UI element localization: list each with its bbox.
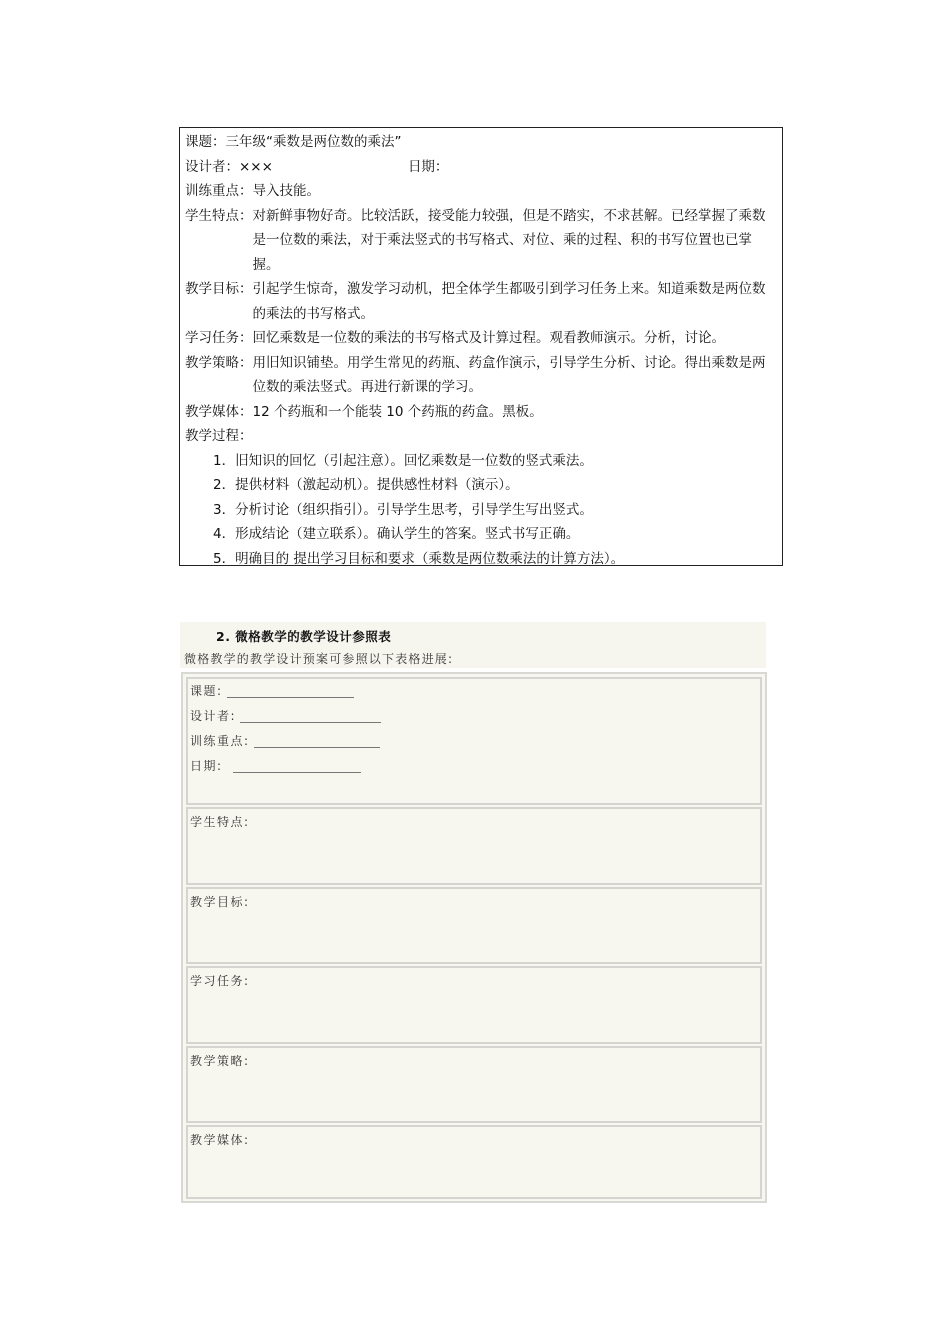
goal-label: 教学目标：: [185, 281, 253, 297]
traits-value: 对新鲜事物好奇。比较活跃，接受能力较强，但是不踏实，不求甚解。已经掌握了乘数是一位数的乘法，对于乘法竖式的书写格式、对位、乘的过程、积的书写位置也已掌握。: [252, 207, 766, 273]
form-goal-cell[interactable]: [186, 887, 762, 964]
task-value: 回忆乘数是一位数的乘法的书写格式及计算过程。观看教师演示。分析，讨论。: [252, 330, 725, 346]
form-date-label: 日期:: [190, 759, 223, 773]
traits-row: [185, 204, 777, 278]
process-row: [185, 424, 777, 449]
section2-header: [180, 622, 766, 668]
form-focus-label: 训练重点:: [190, 734, 250, 748]
section2-intro: 微格教学的教学设计预案可参照以下表格进展:: [184, 652, 454, 666]
task-label: 学习任务：: [185, 330, 253, 346]
traits-label: 学生特点：: [185, 207, 253, 224]
form-task-cell[interactable]: [186, 966, 762, 1044]
process-step: 1．旧知识的回忆（引起注意）。回忆乘数是一位数的竖式乘法。: [213, 452, 593, 469]
media-label: 教学媒体：: [185, 403, 253, 420]
focus-label: 训练重点：: [185, 183, 253, 199]
form-goal-label: 教学目标:: [190, 895, 250, 909]
form-designer-blank[interactable]: [240, 710, 381, 723]
process-steps: [185, 449, 777, 572]
designer-row: [185, 155, 777, 180]
strategy-label: 教学策略：: [185, 354, 253, 371]
designer-value: ×××: [239, 158, 273, 175]
date-label: 日期：: [407, 158, 449, 175]
form-strategy-label: 教学策略:: [190, 1054, 250, 1068]
process-step: 4．形成结论（建立联系）。确认学生的答案。竖式书写正确。: [213, 526, 580, 542]
form-media-cell[interactable]: [186, 1125, 762, 1199]
strategy-value: 用旧知识铺垫。用学生常见的药瓶、药盒作演示，引导学生分析、讨论。得出乘数是两位数的乘法竖式。再进行新课的学习。: [252, 354, 766, 395]
topic-row: [185, 130, 777, 155]
form-traits-cell[interactable]: [186, 807, 762, 885]
strategy-row: [185, 351, 777, 400]
section2-title: 2. 微格教学的教学设计参照表: [216, 629, 392, 644]
form-designer-line: [188, 704, 760, 729]
focus-value: 导入技能。: [252, 183, 320, 199]
goal-row: [185, 277, 777, 326]
process-step: 2．提供材料（激起动机）。提供感性材料（演示）。: [213, 477, 519, 493]
goal-value: 引起学生惊奇，激发学习动机，把全体学生都吸引到学习任务上来。知道乘数是两位数的乘法的书写格式。: [252, 281, 766, 322]
form-header-cell: [186, 677, 762, 805]
task-row: [185, 326, 777, 351]
form-focus-blank[interactable]: [254, 735, 380, 748]
media-value: 12 个药瓶和一个能装 10 个药瓶的药盒。黑板。: [252, 403, 543, 420]
topic-value: 三年级“乘数是两位数的乘法”: [225, 134, 402, 150]
form-date-blank[interactable]: [233, 760, 361, 773]
form-designer-label: 设计者:: [190, 709, 237, 723]
process-step: 5．明确目的 提出学习目标和要求（乘数是两位数乘法的计算方法）。: [213, 550, 625, 567]
form-topic-line: [188, 679, 760, 704]
topic-label: 课题：: [185, 134, 226, 150]
form-focus-line: [188, 729, 760, 754]
process-step: 3．分析讨论（组织指引）。引导学生思考，引导学生写出竖式。: [213, 501, 593, 518]
lesson-plan-box: [179, 127, 783, 566]
form-topic-blank[interactable]: [227, 685, 354, 698]
form-task-label: 学习任务:: [190, 974, 250, 988]
form-traits-label: 学生特点:: [190, 815, 250, 829]
form-date-line: [188, 754, 760, 779]
design-reference-form: [181, 672, 767, 1203]
form-strategy-cell[interactable]: [186, 1046, 762, 1123]
form-topic-label: 课题:: [190, 684, 223, 698]
designer-label: 设计者：: [185, 158, 239, 175]
process-label: 教学过程：: [185, 428, 253, 444]
media-row: [185, 400, 777, 425]
focus-row: [185, 179, 777, 204]
form-media-label: 教学媒体:: [190, 1133, 250, 1147]
